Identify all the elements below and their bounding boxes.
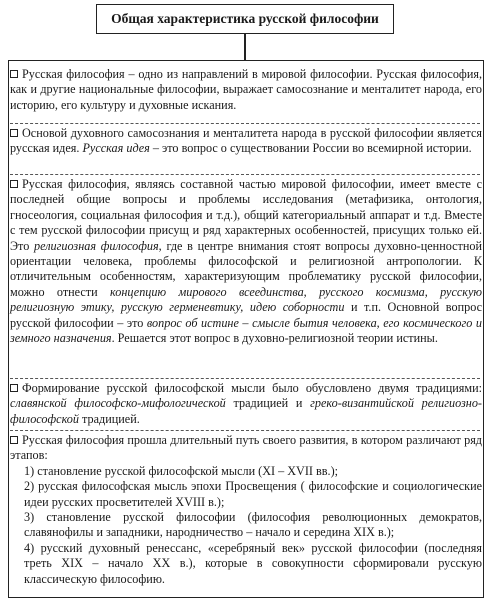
section-4-emphasis-1: славянской философско-мифологической xyxy=(10,396,226,411)
section-1-text: Русская философия – одно из направлений в мировой философии. Русская философия, как и другие национальные философии, выражает самосознание и менталитет народа, его историю, его культуру и духовные искания. xyxy=(10,67,482,112)
section-3 xyxy=(10,177,482,346)
divider xyxy=(10,378,480,379)
checkbox-icon xyxy=(10,384,18,392)
section-3-emphasis-2: концепцию мирового всеединства, русского космизма, русскую религиозную этику, русскую герменевтику, идею соборности xyxy=(10,284,482,315)
page-title: Общая характеристика русской философии xyxy=(111,11,379,26)
section-3-text-2: , где в центре внимания стоят вопросы духовно-ценностной ориентации человека, проблемы философской и религиозной антропологии. К отличительным особенностям, характеризующим проблематику русской философии, можно отнести xyxy=(10,238,482,299)
connector-line xyxy=(244,34,246,60)
checkbox-icon xyxy=(10,70,18,78)
section-5 xyxy=(10,433,482,587)
section-3-text-3: и т.п. Основной вопрос русской философии – это xyxy=(10,300,482,330)
list-item: 4) русский духовный ренессанс, «серебряный век» русской философии (последняя треть XIX – начало XX в.), которые в совокупности сформировали русскую классическую философию. xyxy=(24,540,482,586)
section-4-emphasis-2: греко-византийской религиозно-философской xyxy=(10,396,482,426)
checkbox-icon xyxy=(10,436,18,444)
section-2-text: Основой духовного самосознания и менталитета народа в русской философии является русская идея. xyxy=(10,126,482,156)
section-2 xyxy=(10,126,482,157)
section-4-text-2: традицией и xyxy=(225,396,311,411)
section-4-text-3: традицией. xyxy=(79,411,140,426)
checkbox-icon xyxy=(10,129,18,137)
divider xyxy=(10,174,480,175)
section-4 xyxy=(10,381,482,427)
list-item: 1) становление русской философской мысли (XI – XVII вв.); xyxy=(24,463,339,478)
section-2-text-end: – это вопрос о существовании России во всемирной истории. xyxy=(149,141,472,156)
section-4-text: Формирование русской философской мысли было обусловлено двумя традициями: xyxy=(22,381,482,395)
section-1 xyxy=(10,67,482,113)
checkbox-icon xyxy=(10,180,18,188)
title-box xyxy=(96,4,394,34)
section-3-text: Русская философия, являясь составной частью мировой философии, имеет вместе с последней общие вопросы и проблемы исследования (метафизика, онтология, гносеология, социальная философия и т.д.), общий категориальный аппарат и т.д. Вместе с тем русской философии присущ и ряд характерных особенностей, присущих только ей. Это xyxy=(10,177,482,253)
section-3-emphasis-1: религиозная философия xyxy=(34,238,159,253)
section-2-emphasis: Русская идея xyxy=(82,141,150,156)
list-item: 3) становление русской философии (философия революционных демократов, славянофилы и западники, народничество – начало и середина XIX в.); xyxy=(24,510,482,540)
divider xyxy=(10,430,480,431)
section-5-intro: Русская философия прошла длительный путь своего развития, в котором различают ряд этапов: xyxy=(10,433,482,463)
divider xyxy=(10,123,480,124)
section-3-emphasis-3: вопрос об истине – смысле бытия человека, его космического и земного назначения xyxy=(10,315,482,346)
list-item: 2) русская философская мысль эпохи Просвещения ( философские и социологические идеи русских просветителей XVIII в.); xyxy=(24,479,482,509)
section-3-text-4: . Решается этот вопрос в духовно-религиозной теории истины. xyxy=(111,331,438,346)
